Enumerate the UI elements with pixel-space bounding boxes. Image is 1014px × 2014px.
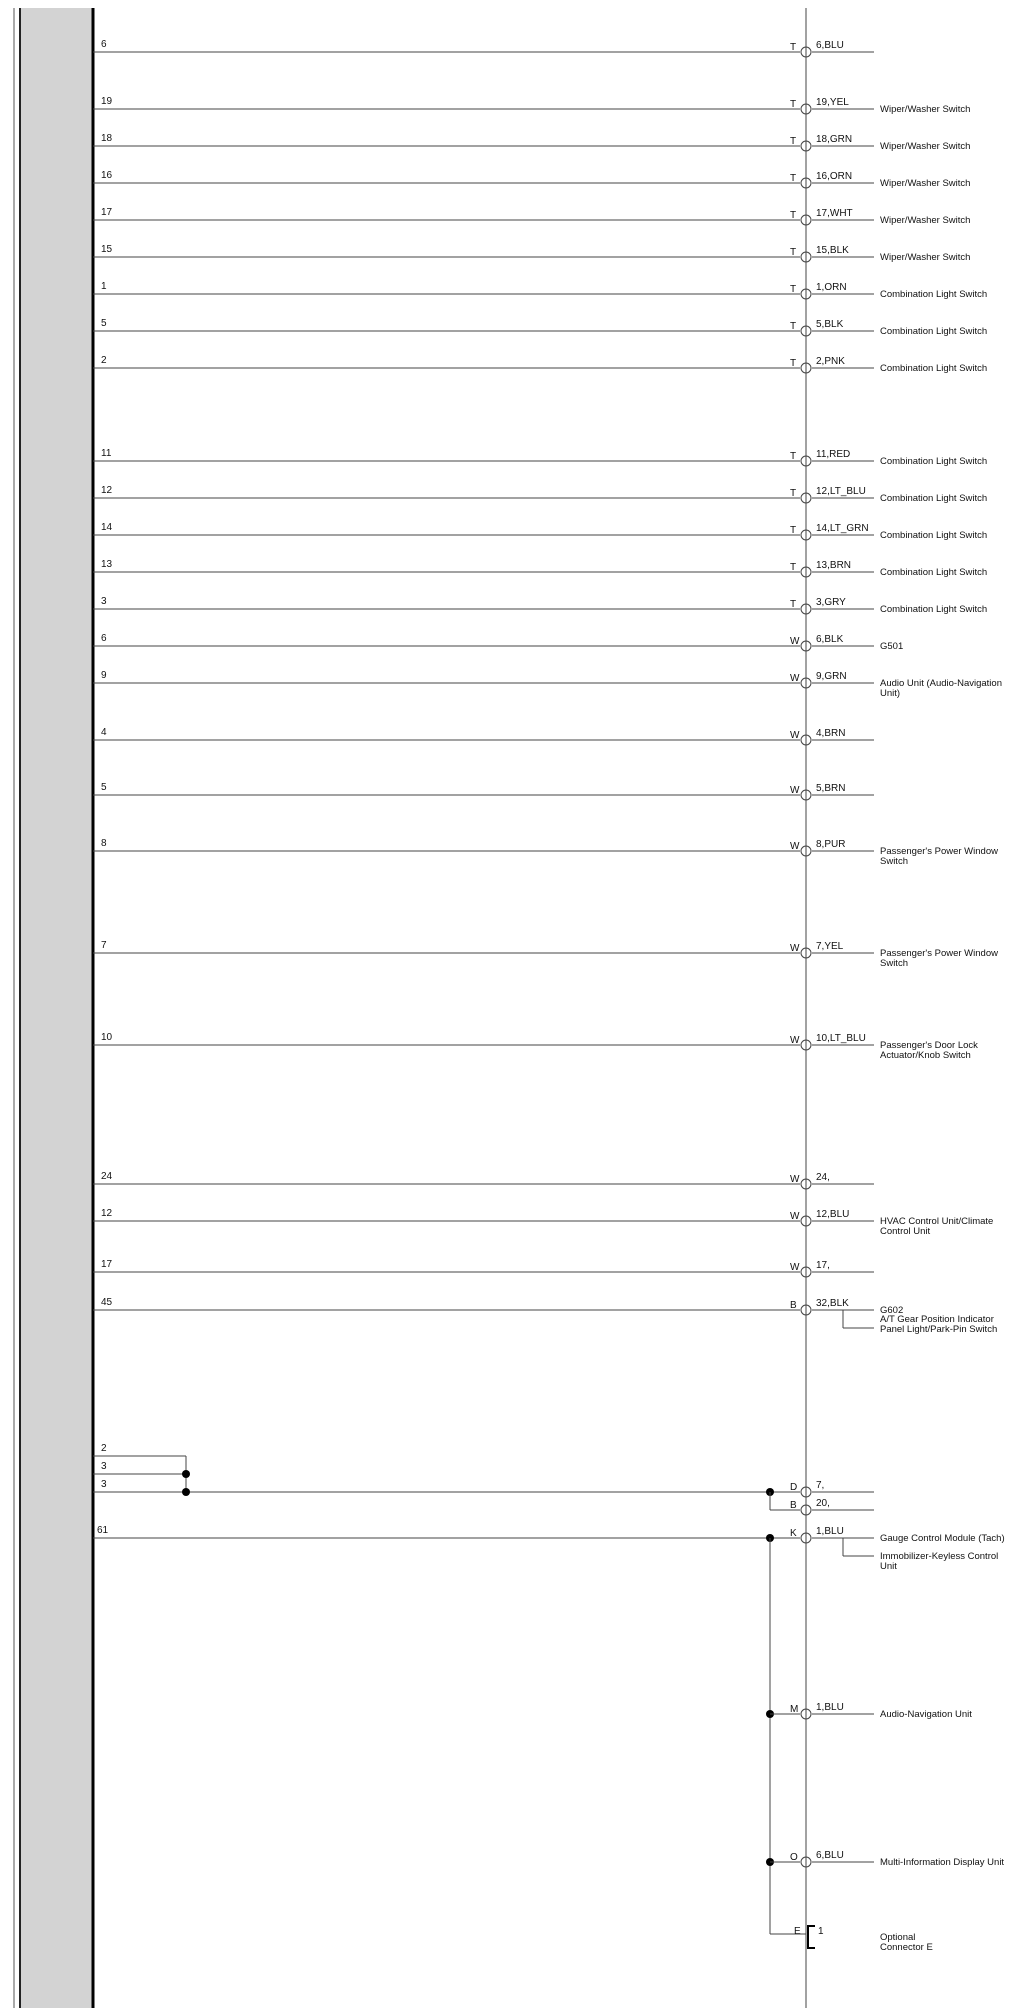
splice-dot-1 (182, 1470, 190, 1478)
connector-letter: T (790, 599, 797, 610)
e-connector-letter: E (794, 1926, 801, 1937)
b-connector-letter: B (790, 1500, 797, 1511)
pin-label: 17,WHT (816, 208, 853, 219)
left-pin-label: 3 (101, 596, 107, 607)
pin-label: 9,GRN (816, 671, 847, 682)
connector-letter: T (790, 210, 797, 221)
pin-label: 4,BRN (816, 728, 846, 739)
splice-section (93, 1443, 874, 1515)
connector-letter: T (790, 99, 797, 110)
pin-label: 5,BLK (816, 319, 844, 330)
d-pin-label: 7, (816, 1480, 825, 1491)
component-label: Passenger's Power Window (880, 846, 998, 857)
b-pin-label: 20, (816, 1498, 830, 1509)
left-pin-label: 4 (101, 727, 107, 738)
connector-letter: W (790, 943, 800, 954)
component-label: Combination Light Switch (880, 363, 988, 374)
pin-label: 18,GRN (816, 134, 853, 145)
component-label: Combination Light Switch (880, 456, 988, 467)
component-label: G602 (880, 1305, 904, 1316)
left-pin-label: 6 (101, 633, 107, 644)
component-label: Wiper/Washer Switch (880, 252, 971, 263)
left-pin-label: 2 (101, 355, 107, 366)
pin-label: 12,LT_BLU (816, 486, 866, 497)
left-pin-label: 18 (101, 133, 113, 144)
k-pin-label: 1,BLU (816, 1526, 844, 1537)
left-pin-label: 13 (101, 559, 113, 570)
component-label: Combination Light Switch (880, 567, 988, 578)
connector-letter: T (790, 247, 797, 258)
e-label-2: Connector E (880, 1942, 933, 1953)
component-label: Combination Light Switch (880, 530, 988, 541)
component-label-2: Switch (880, 856, 908, 867)
left-pin-label: 15 (101, 244, 113, 255)
component-label: Wiper/Washer Switch (880, 104, 971, 115)
connector-letter: T (790, 358, 797, 369)
k-label-2a: Immobilizer-Keyless Control (880, 1551, 999, 1562)
pin-label: 7,YEL (816, 941, 844, 952)
m-label: Audio-Navigation Unit (880, 1709, 972, 1720)
e-label-1: Optional (880, 1932, 916, 1943)
connector-letter: T (790, 525, 797, 536)
connector-letter: B (790, 1300, 797, 1311)
o-connector-letter: O (790, 1852, 798, 1863)
connector-letter: W (790, 785, 800, 796)
pin-label: 17, (816, 1260, 830, 1271)
gauge-section (93, 1525, 1005, 1953)
pin-label: 32,BLK (816, 1298, 849, 1309)
m-pin-label: 1,BLU (816, 1702, 844, 1713)
k-label: Gauge Control Module (Tach) (880, 1533, 1005, 1544)
o-label: Multi-Information Display Unit (880, 1857, 1005, 1868)
splice-pin-label-1: 2 (101, 1443, 107, 1454)
connector-letter: W (790, 1211, 800, 1222)
pin-label: 6,BLU (816, 40, 844, 51)
component-label-2: Switch (880, 958, 908, 969)
left-pin-label: 45 (101, 1297, 113, 1308)
optional-connector-bracket-icon (808, 1926, 815, 1948)
connector-letter: W (790, 1035, 800, 1046)
left-pin-label: 12 (101, 1208, 113, 1219)
pin-label: 3,GRY (816, 597, 846, 608)
o-pin-label: 6,BLU (816, 1850, 844, 1861)
left-pin-label: 12 (101, 485, 113, 496)
left-pin-label: 14 (101, 522, 113, 533)
splice-dot-2 (182, 1488, 190, 1496)
left-pin-label: 5 (101, 782, 107, 793)
unit-body-panel (20, 8, 93, 2008)
splice-pin-label-2: 3 (101, 1461, 107, 1472)
left-pin-label: 7 (101, 940, 107, 951)
left-pin-label: 16 (101, 170, 113, 181)
splice-pin-label-3: 3 (101, 1479, 107, 1490)
connector-letter: W (790, 1262, 800, 1273)
left-pin-label: 10 (101, 1032, 113, 1043)
component-label: Combination Light Switch (880, 604, 988, 615)
pin-label: 16,ORN (816, 171, 853, 182)
e-pin-label: 1 (818, 1926, 824, 1937)
component-label: Wiper/Washer Switch (880, 178, 971, 189)
m-connector-letter: M (790, 1704, 799, 1715)
component-label-2: A/T Gear Position Indicator (880, 1314, 994, 1325)
connector-letter: W (790, 636, 800, 647)
wire-rows (93, 39, 1002, 1335)
connector-letter: T (790, 42, 797, 53)
connector-letter: W (790, 1174, 800, 1185)
connector-letter: W (790, 673, 800, 684)
component-label: G501 (880, 641, 904, 652)
k-label-2b: Unit (880, 1561, 897, 1572)
component-label-2: Actuator/Knob Switch (880, 1050, 971, 1061)
connector-letter: W (790, 730, 800, 741)
component-label: Combination Light Switch (880, 493, 988, 504)
component-label: Combination Light Switch (880, 326, 988, 337)
pin-label: 5,BRN (816, 783, 846, 794)
pin-label: 24, (816, 1172, 830, 1183)
connector-letter: T (790, 173, 797, 184)
left-pin-label: 11 (101, 448, 112, 459)
component-label-2: Control Unit (880, 1226, 931, 1237)
component-label: Passenger's Power Window (880, 948, 998, 959)
pin-label: 1,ORN (816, 282, 847, 293)
left-pin-label: 1 (101, 281, 107, 292)
k-connector-letter: K (790, 1528, 797, 1539)
pin-label: 11,RED (816, 449, 851, 460)
component-label: HVAC Control Unit/Climate (880, 1216, 994, 1227)
left-pin-label: 17 (101, 1259, 113, 1270)
pin-label: 13,BRN (816, 560, 852, 571)
pin-label: 8,PUR (816, 839, 846, 850)
left-pin-label: 24 (101, 1171, 113, 1182)
pin-label: 6,BLK (816, 634, 844, 645)
connector-letter: T (790, 488, 797, 499)
component-label: Wiper/Washer Switch (880, 215, 971, 226)
component-label: Audio Unit (Audio-Navigation (880, 678, 1002, 689)
connector-letter: T (790, 562, 797, 573)
left-pin-label: 8 (101, 838, 107, 849)
connector-letter: T (790, 321, 797, 332)
left-pin-label: 6 (101, 39, 107, 50)
component-label: Wiper/Washer Switch (880, 141, 971, 152)
pin-label: 10,LT_BLU (816, 1033, 866, 1044)
left-pin-label: 17 (101, 207, 113, 218)
left-pin-label: 19 (101, 96, 113, 107)
connector-letter: W (790, 841, 800, 852)
component-label-3: Panel Light/Park-Pin Switch (880, 1324, 998, 1335)
component-label: Passenger's Door Lock (880, 1040, 978, 1051)
pin-label: 19,YEL (816, 97, 849, 108)
pin-label: 15,BLK (816, 245, 849, 256)
component-label: Combination Light Switch (880, 289, 988, 300)
connector-letter: T (790, 451, 797, 462)
pin-label: 12,BLU (816, 1209, 850, 1220)
pin-label: 14,LT_GRN (816, 523, 869, 534)
gauge-left-pin: 61 (97, 1525, 109, 1536)
connector-letter: T (790, 136, 797, 147)
component-label-2: Unit) (880, 688, 901, 699)
connector-letter: T (790, 284, 797, 295)
left-pin-label: 5 (101, 318, 107, 329)
d-connector-letter: D (790, 1482, 798, 1493)
left-pin-label: 9 (101, 670, 107, 681)
pin-label: 2,PNK (816, 356, 845, 367)
